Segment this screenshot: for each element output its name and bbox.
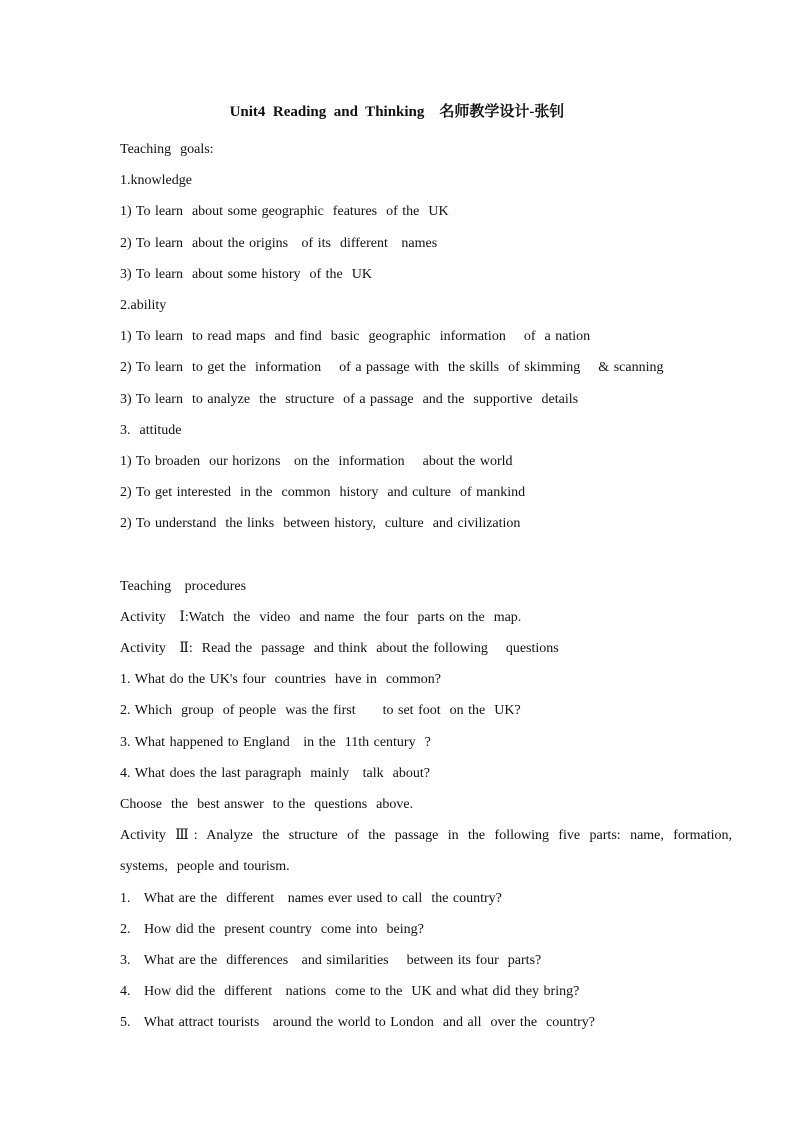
question-item: 1. What are the different names ever used to call the country?	[120, 890, 502, 906]
goal-item: 2) To understand the links between history, culture and civilization	[120, 516, 521, 532]
activity-line: Activity Ⅰ:Watch the video and name the four parts on the map.	[120, 609, 522, 625]
subheading-ability: 2.ability	[120, 297, 167, 313]
goal-item: 1) To learn about some geographic features of the UK	[120, 204, 449, 220]
question-item: 5. What attract tourists around the world to London and all over the country?	[120, 1015, 596, 1031]
document-title: Unit4 Reading and Thinking 名师教学设计-张钊	[229, 104, 565, 120]
goal-item: 2) To learn about the origins of its different names	[120, 235, 438, 251]
goal-item: 1) To broaden our horizons on the information about the world	[120, 453, 513, 469]
goal-item: 3) To learn about some history of the UK	[120, 266, 372, 282]
activity-line: Activity Ⅱ: Read the passage and think about the following questions	[120, 641, 559, 656]
blank-line	[120, 539, 732, 570]
goal-item: 2) To get interested in the common history and culture of mankind	[120, 485, 526, 501]
goal-item: 2) To learn to get the information of a passage with the skills of skimming & scanning	[120, 360, 664, 376]
question-item: 1. What do the UK's four countries have in common?	[120, 672, 442, 688]
document-body	[120, 134, 732, 1038]
goal-item: 3) To learn to analyze the structure of a passage and the supportive details	[120, 391, 579, 407]
question-item: 4. How did the different nations come to the UK and what did they bring?	[120, 984, 580, 1000]
question-item: 2. How did the present country come into being?	[120, 921, 424, 937]
section-heading-goals: Teaching goals:	[120, 142, 214, 157]
section-heading-procedures: Teaching procedures	[120, 578, 247, 594]
subheading-attitude: 3. attitude	[120, 422, 182, 438]
question-item: 3. What happened to England in the 11th century ?	[120, 734, 431, 750]
question-item: 2. Which group of people was the first to set foot on the UK?	[120, 703, 521, 719]
activity-line-continued: systems, people and tourism.	[120, 859, 290, 875]
question-item: 3. What are the differences and similarities between its four parts?	[120, 952, 542, 968]
subheading-knowledge: 1.knowledge	[120, 173, 192, 189]
goal-item: 1) To learn to read maps and find basic geographic information of a nation	[120, 329, 591, 345]
activity-line: Activity Ⅲ: Analyze the structure of the passage in the following five parts: name, formation,	[120, 828, 732, 844]
instruction-line: Choose the best answer to the questions above.	[120, 796, 414, 812]
question-item: 4. What does the last paragraph mainly talk about?	[120, 765, 430, 781]
